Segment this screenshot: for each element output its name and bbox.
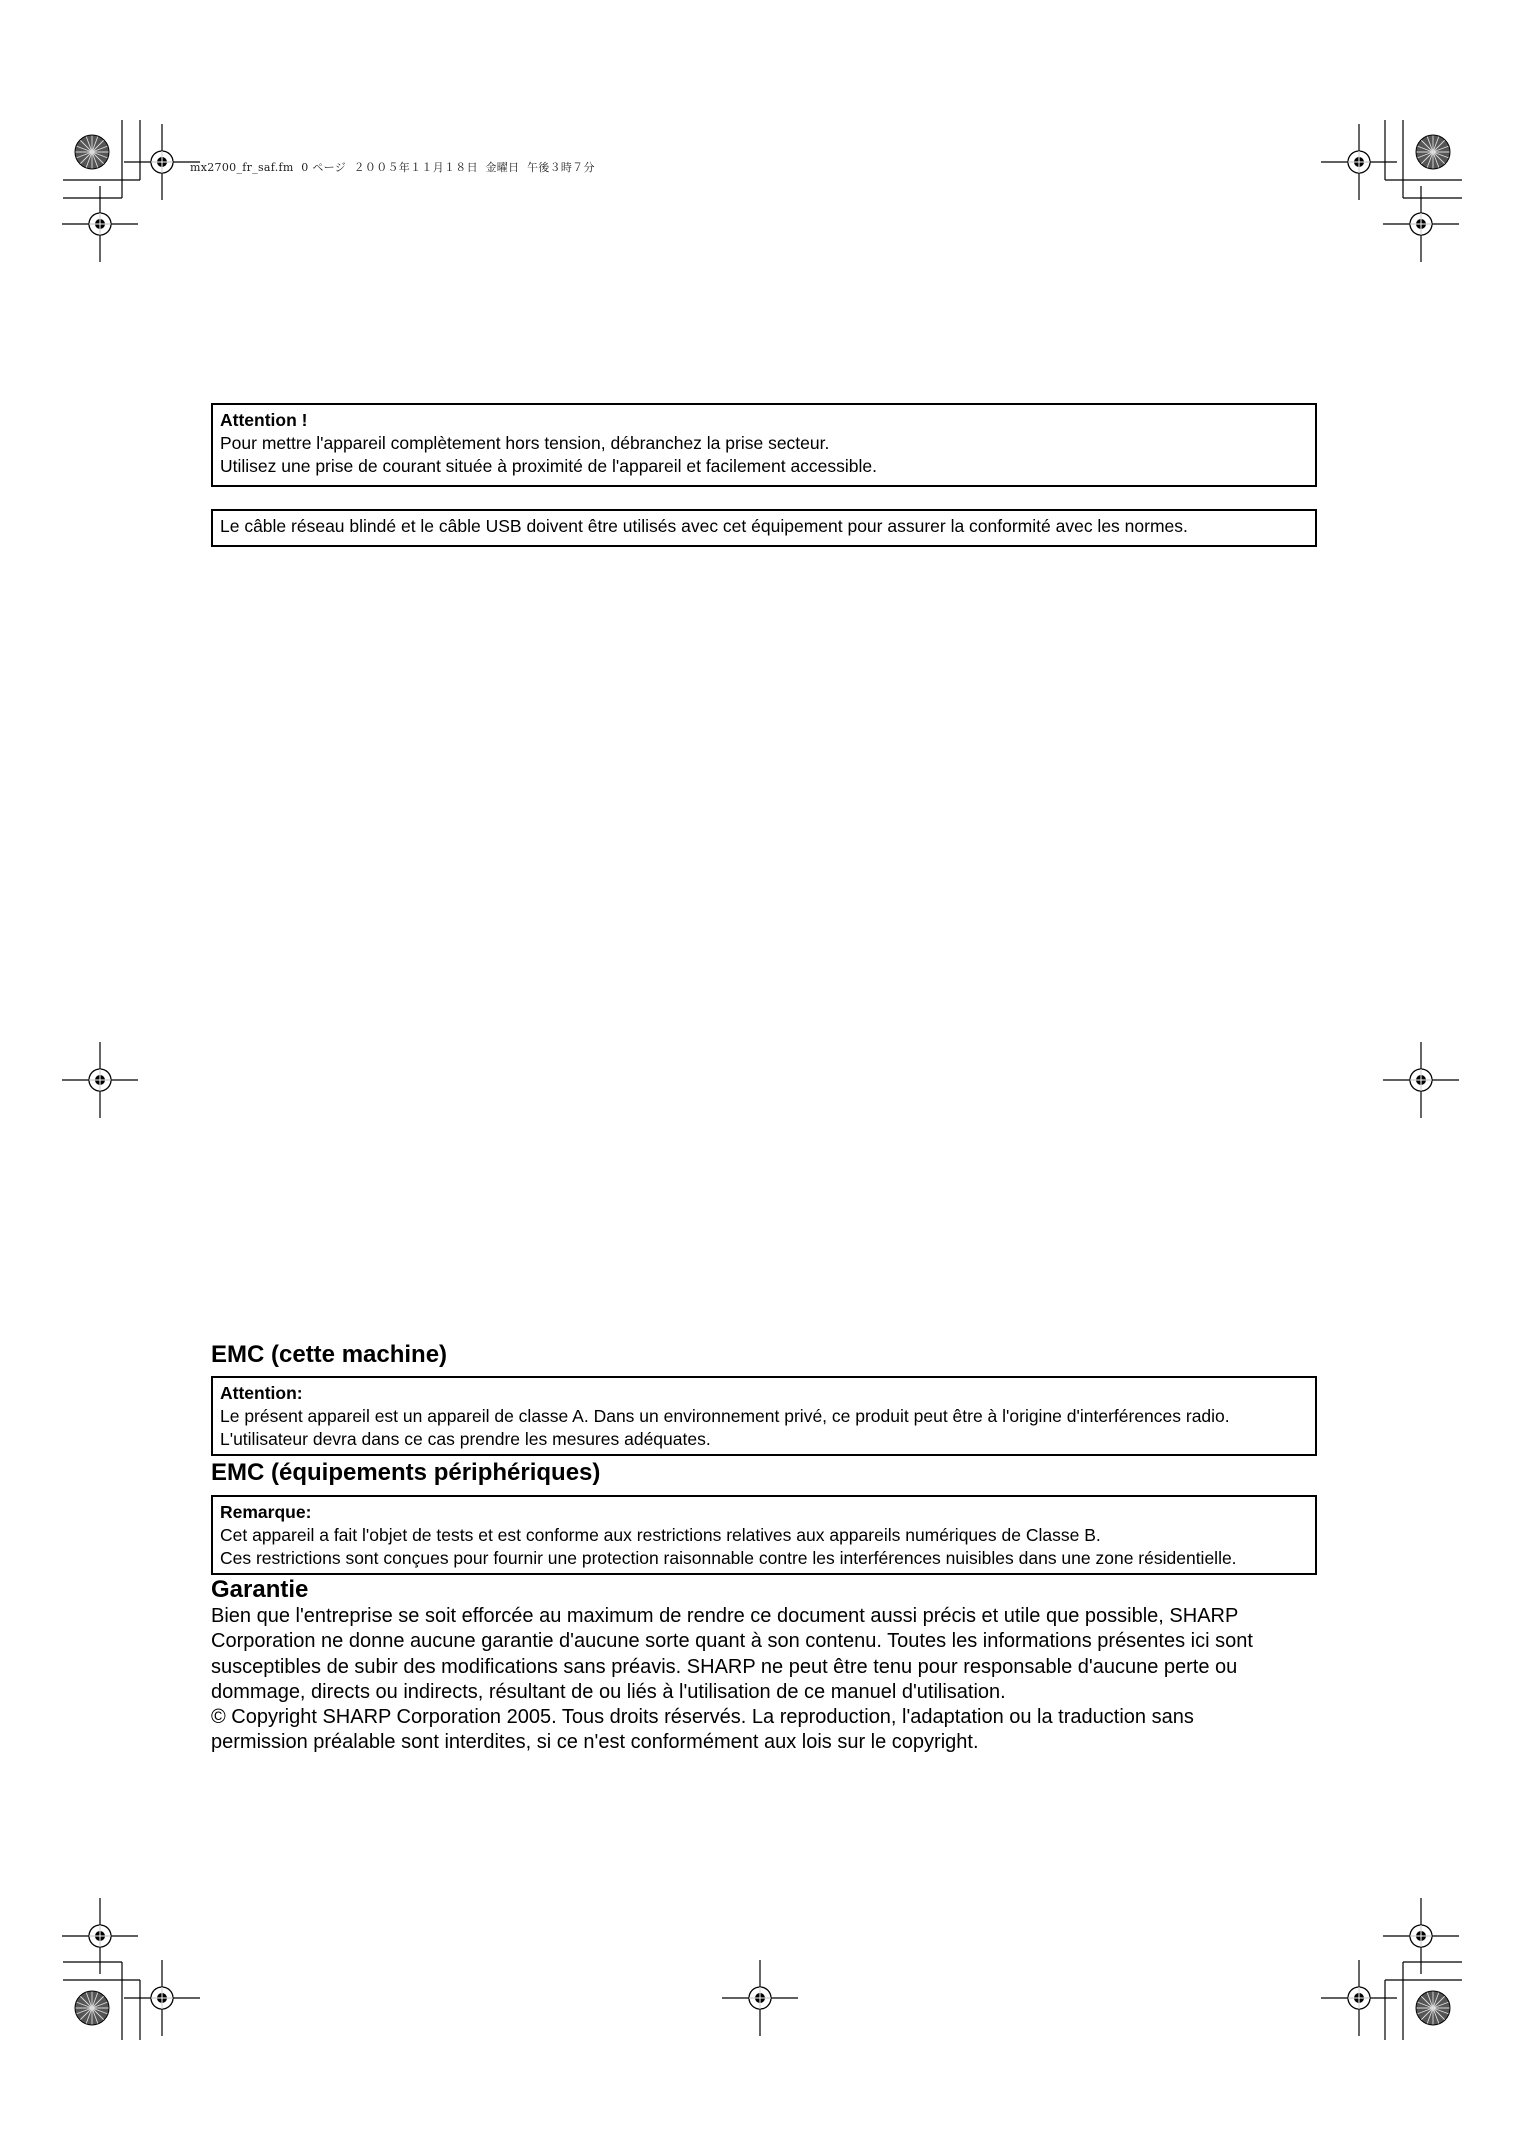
file-slug: mx2700_fr_saf.fm 0 ページ ２００５年１１月１８日 金曜日 午後３時７分 (190, 161, 595, 174)
emc-peripherals-box (211, 1495, 1317, 1575)
copyright-line: © Copyright SHARP Corporation 2005. Tous droits réservés. La reproduction, l'adaptation ou la traduction sans (211, 1706, 1194, 1729)
crop-mark-bottom-right (1321, 1898, 1462, 2040)
warranty-text (211, 1604, 1321, 1756)
emc-peripherals-line: Cet appareil a fait l'objet de tests et est conforme aux restrictions relatives aux appareils numériques de Classe B. (220, 1525, 1101, 1545)
crop-mark-bottom-left (62, 1898, 200, 2040)
emc-machine-line: Le présent appareil est un appareil de classe A. Dans un environnement privé, ce produit peut être à l'origine d'interférences radio. (220, 1406, 1230, 1426)
emc-peripherals-line: Ces restrictions sont conçues pour fournir une protection raisonnable contre les interférences nuisibles dans une zone résidentielle. (220, 1548, 1237, 1568)
registration-mark-mid-left (62, 1042, 138, 1118)
warranty-line: Corporation ne donne aucune garantie d'aucune sorte quant à son contenu. Toutes les informations présentes ici sont (211, 1630, 1253, 1653)
attention-box (211, 403, 1317, 487)
warranty-line: dommage, directs ou indirects, résultant de ou liés à l'utilisation de ce manuel d'utilisation. (211, 1680, 1006, 1703)
emc-machine-line: L'utilisateur devra dans ce cas prendre les mesures adéquates. (220, 1429, 711, 1449)
crop-mark-top-right (1321, 120, 1462, 262)
registration-mark-mid-right (1383, 1042, 1459, 1118)
emc-machine-box (211, 1376, 1317, 1456)
emc-peripherals-heading: EMC (équipements périphériques) (211, 1459, 601, 1486)
warranty-heading: Garantie (211, 1576, 309, 1603)
attention-line: Pour mettre l'appareil complètement hors tension, débranchez la prise secteur. (220, 433, 830, 453)
crop-mark-top-left (62, 120, 200, 262)
warranty-line: Bien que l'entreprise se soit efforcée au maximum de rendre ce document aussi précis et utile que possible, SHARP (211, 1605, 1239, 1627)
emc-machine-label: Attention: (220, 1383, 303, 1403)
attention-title: Attention ! (220, 410, 308, 430)
registration-mark-bottom-center (722, 1960, 798, 2036)
emc-machine-heading: EMC (cette machine) (211, 1341, 448, 1368)
cable-notice-text: Le câble réseau blindé et le câble USB doivent être utilisés avec cet équipement pour assurer la conformité avec les normes. (220, 516, 1188, 536)
warranty-line: susceptibles de subir des modifications sans préavis. SHARP ne peut être tenu pour responsable d'aucune perte ou (211, 1655, 1238, 1678)
emc-peripherals-label: Remarque: (220, 1502, 312, 1522)
attention-line: Utilisez une prise de courant située à proximité de l'appareil et facilement accessible. (220, 456, 878, 476)
cable-notice-box (211, 509, 1317, 547)
copyright-line: permission préalable sont interdites, si ce n'est conformément aux lois sur le copyright. (211, 1731, 979, 1754)
